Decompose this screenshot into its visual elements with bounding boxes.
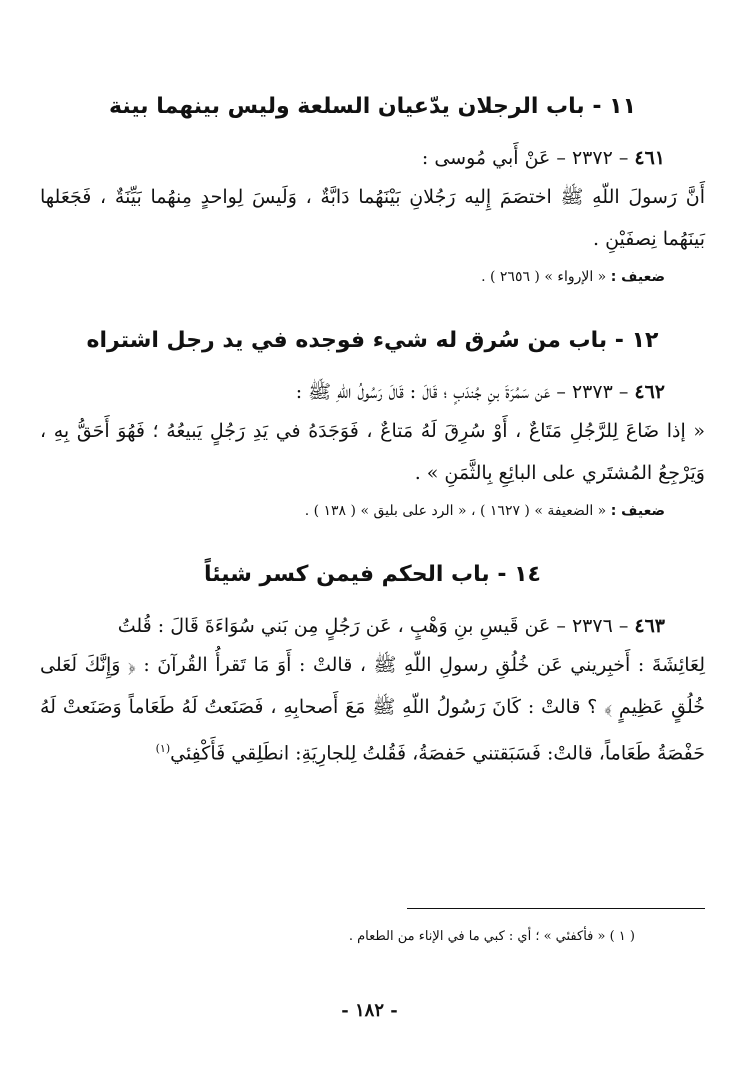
grading-line	[40, 264, 705, 290]
footnote: ( ١ ) « فأكفئي » ؛ أي : كبي ما في الإناء من الطعام .	[348, 929, 635, 944]
section-12	[40, 324, 705, 524]
chapter-heading: ١٢ - باب من سُرق له شيء فوجده في يد رجل اشتراه	[86, 328, 659, 353]
chapter-heading: ١١ - باب الرجلان يدّعيان السلعة وليس بينهما بينة	[109, 94, 636, 119]
footnote-divider	[407, 908, 705, 909]
hadith-text-body: لِعَائِشَةَ : أَخبِريني عَن خُلُقِ رسولِ اللّهِ ﷺ ، قالتْ : أَوَ مَا تَقرأُ القُرآنَ : ﴿ وَإِنَّكَ لَعَلى خُلُقٍ عَظِيمٍ ﴾ ؟ قالتْ : كَانَ رَسُولُ اللّهِ ﷺ مَعَ أَصحابِهِ ، فَصَنَعتُ لَهُ طَعَاماً وَصَنَعتْ لَهُ حَفْصَةُ طَعَاماً، قالتْ: فَسَبَقتني حَفصَةُ، فَقُلتُ لِلجارِيَةِ: انطَلِقي فَأَكْفِئي	[40, 654, 705, 765]
hadith-reference: – ٢٣٧٢ – عَنْ أَبي مُوسى :	[421, 147, 629, 169]
grading-source: « الضعيفة » ( ١٦٢٧ ) ، « الرد على بليق » ( ١٣٨ ) .	[304, 503, 607, 519]
hadith-block	[40, 140, 705, 290]
hadith-reference: – ٢٣٧٣ – عَن سَمُرَةَ بنِ جُندَبٍ ؛ قَالَ : قَالَ رَسُولُ اللّهِ ﷺ :	[295, 381, 629, 403]
hadith-number: ٤٦١	[634, 147, 665, 169]
grading-label: ضعيف :	[610, 503, 665, 519]
grading-source: « الإرواء » ( ٢٦٥٦ ) .	[481, 269, 607, 285]
grading-line	[40, 498, 705, 524]
hadith-text: أَنَّ رَسولَ اللّهِ ﷺ اختصَمَ إِليه رَجُلانِ بَيْنَهُما دَابَّةٌ ، وَلَيسَ لِواحدٍ مِنهُما بَيِّنَةٌ ، فَجَعَلها بَينَهُما نِصفَيْنِ .	[40, 186, 705, 250]
hadith-block	[40, 608, 705, 774]
hadith-number: ٤٦٢	[634, 381, 665, 403]
section-11	[40, 90, 705, 290]
page-number: - ١٨٢ -	[341, 1000, 398, 1021]
section-14	[40, 558, 705, 774]
hadith-reference: – ٢٣٧٦ – عَن قَيسِ بنِ وَهْبٍ ، عَن رَجُلٍ مِن بَني سُوَاءَةَ قَالَ : قُلتُ	[117, 615, 629, 637]
chapter-heading: ١٤ - باب الحكم فيمن كسر شيئاً	[204, 562, 541, 587]
hadith-block	[40, 374, 705, 524]
hadith-header	[40, 374, 705, 410]
page-body	[40, 90, 705, 774]
hadith-header	[40, 140, 705, 176]
hadith-header	[40, 608, 705, 644]
grading-label: ضعيف :	[610, 269, 665, 285]
footnote-marker: (١)	[155, 742, 171, 755]
hadith-text	[40, 644, 705, 774]
hadith-text: « إذا ضَاعَ لِلرَّجُلِ مَتَاعٌ ، أَوْ سُرِقَ لَهُ مَتاعٌ ، فَوَجَدَهُ في يَدِ رَجُلٍ يَبيعُهُ ؛ فَهُوَ أَحَقُّ بِهِ ، وَيَرْجِعُ المُشتَري على البائِعِ بِالثَّمَنِ » .	[40, 420, 705, 484]
hadith-number: ٤٦٣	[634, 615, 665, 637]
